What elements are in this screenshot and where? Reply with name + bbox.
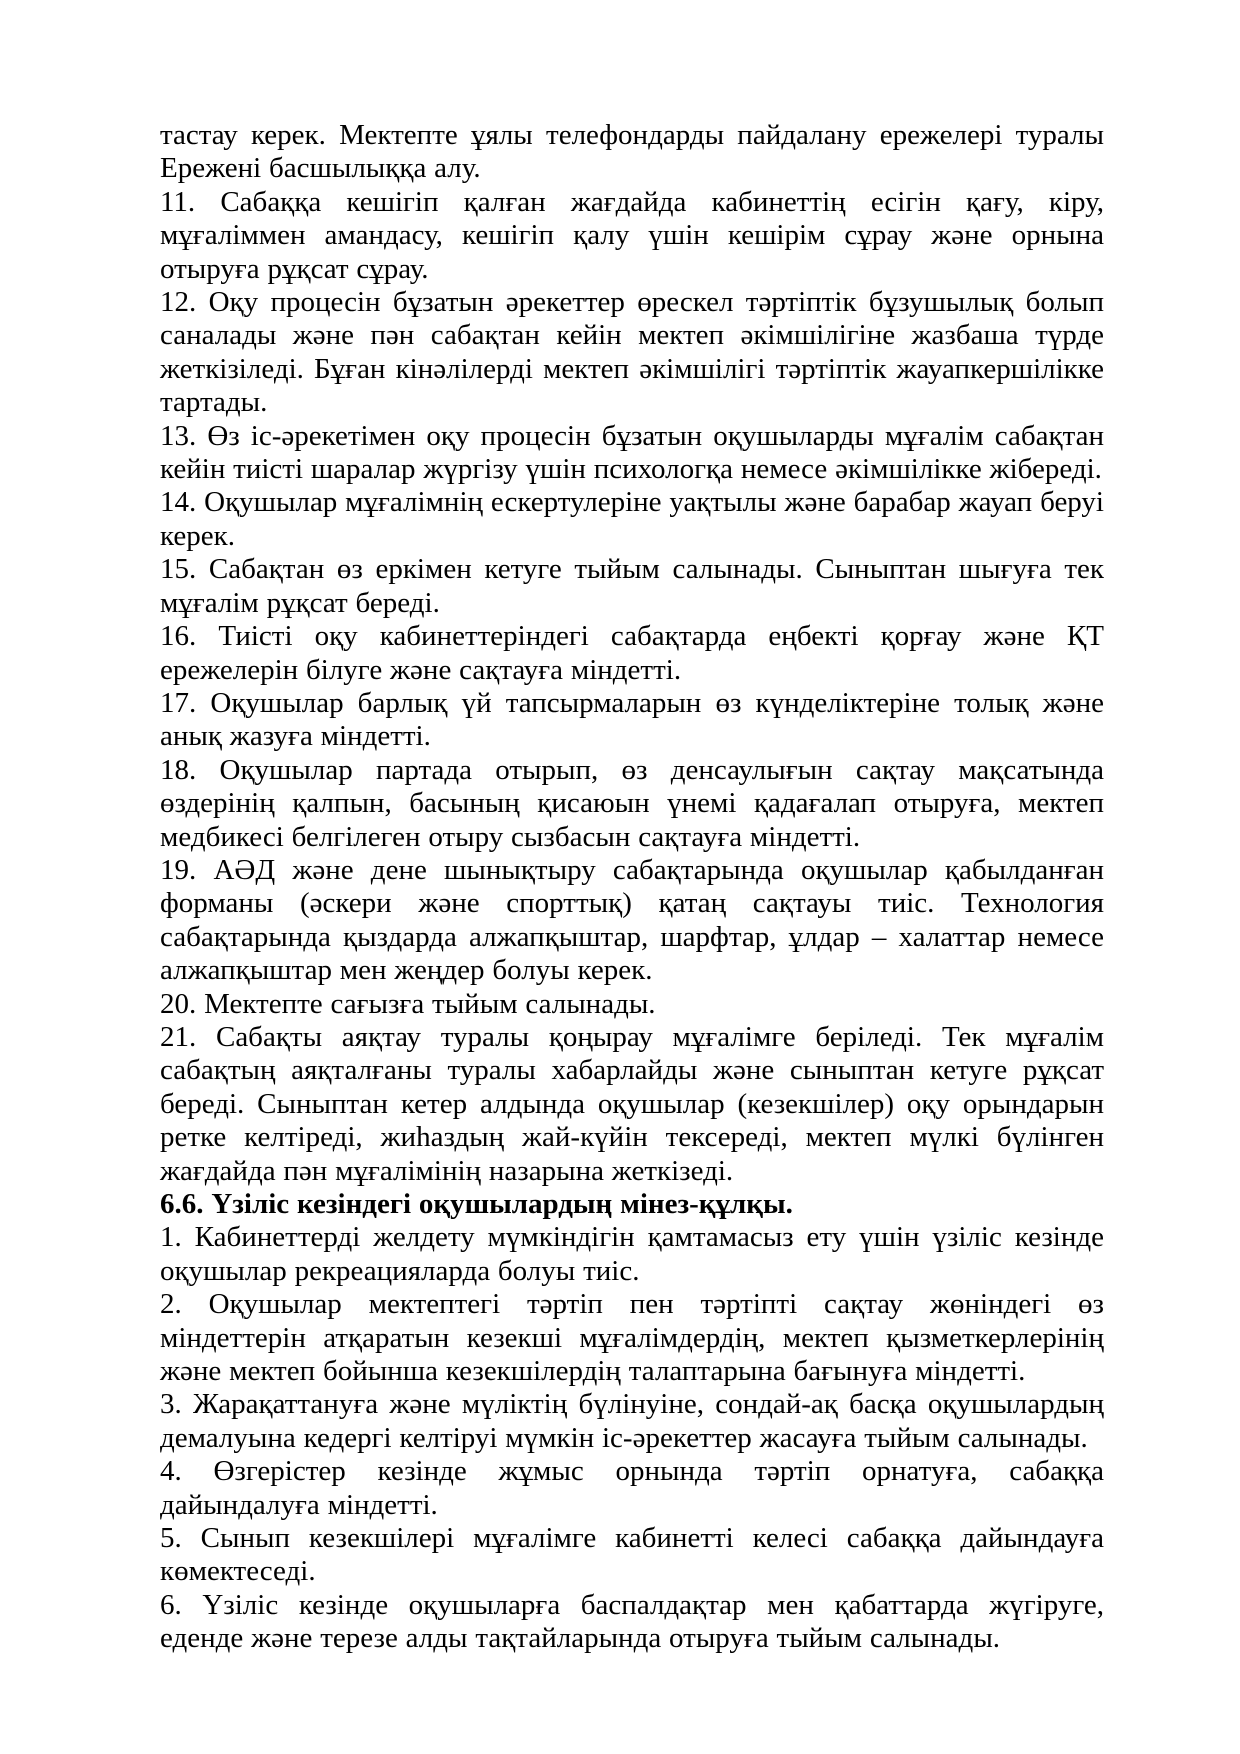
rule-13: 13. Өз іс-әрекетімен оқу процесін бұзатын оқушыларды мұғалім сабақтан кейін тиісті шаралар жүргізу үшін психологқа немесе әкімшілікке жібереді. bbox=[160, 419, 1104, 486]
rule-11: 11. Сабаққа кешігіп қалған жағдайда кабинеттің есігін қағу, кіру, мұғаліммен амандасу, кешігіп қалу үшін кешірім сұрау және орнына отыруға рұқсат сұрау. bbox=[160, 185, 1104, 285]
rule-16: 16. Тиісті оқу кабинеттеріндегі сабақтарда еңбекті қорғау және ҚТ ережелерін білуге және сақтауға міндетті. bbox=[160, 620, 1104, 686]
document-text-block bbox=[160, 119, 1104, 1656]
paragraph-continuation: тастау керек. Мектепте ұялы телефондарды пайдалану ережелері туралы Ережені басшылыққа алу. bbox=[160, 119, 1104, 185]
rule-18: 18. Оқушылар партада отырып, өз денсаулығын сақтау мақсатында өздерінің қалпын, басының қисаюын үнемі қадағалап отыруға, мектеп медбикесі белгілеген отыру сызбасын сақтауға міндетті. bbox=[160, 753, 1104, 853]
break-rule-2: 2. Оқушылар мектептегі тәртіп пен тәртіпті сақтау жөніндегі өз міндеттерін атқаратын кезекші мұғалімдердің, мектеп қызметкерлерінің және мектеп бойынша кезекшілердің талаптарына бағынуға міндетті. bbox=[160, 1288, 1104, 1388]
break-rule-5: 5. Сынып кезекшілері мұғалімге кабинетті келесі сабаққа дайындауға көмектеседі. bbox=[160, 1522, 1104, 1588]
break-rule-4: 4. Өзгерістер кезінде жұмыс орнында тәртіп орнатуға, сабаққа дайындалуға міндетті. bbox=[160, 1455, 1104, 1521]
rule-17: 17. Оқушылар барлық үй тапсырмаларын өз күнделіктеріне толық және анық жазуға міндетті. bbox=[160, 686, 1104, 753]
break-rule-3: 3. Жарақаттануға және мүліктің бүлінуіне, сондай-ақ басқа оқушылардың демалуына кедергі келтіруі мүмкін іс-әрекеттер жасауға тыйым салынады. bbox=[160, 1388, 1104, 1454]
rule-12: 12. Оқу процесін бұзатын әрекеттер өрескел тәртіптік бұзушылық болып саналады және пән сабақтан кейін мектеп әкімшілігіне жазбаша түрде жеткізіледі. Бұған кінәлілерді мектеп әкімшілігі тәртіптік жауапкершілікке тартады. bbox=[160, 286, 1104, 419]
rule-15: 15. Сабақтан өз еркімен кетуге тыйым салынады. Сыныптан шығуға тек мұғалім рұқсат береді. bbox=[160, 553, 1104, 619]
rule-19: 19. АӘД және дене шынықтыру сабақтарында оқушылар қабылданған форманы (әскери және спорттық) қатаң сақтауы тиіс. Технология сабақтарында қыздарда алжапқыштар, шарфтар, ұлдар – халаттар немесе алжапқыштар мен жеңдер болуы керек. bbox=[160, 853, 1104, 987]
rule-20: 20. Мектепте сағызға тыйым салынады. bbox=[160, 987, 656, 1020]
rule-14: 14. Оқушылар мұғалімнің ескертулеріне уақтылы және барабар жауап беруі керек. bbox=[160, 486, 1104, 552]
section-heading-6-6: 6.6. Үзіліс кезіндегі оқушылардың мінез-құлқы. bbox=[160, 1188, 793, 1220]
rule-21: 21. Сабақты аяқтау туралы қоңырау мұғалімге беріледі. Тек мұғалім сабақтың аяқталғаны туралы хабарлайды және сыныптан кетуге рұқсат береді. Сыныптан кетер алдында оқушылар (кезекшілер) оқу орындарын ретке келтіреді, жиһаздың жай-күйін тексереді, мектеп мүлкі бүлінген жағдайда пән мұғалімінің назарына жеткізеді. bbox=[160, 1020, 1104, 1187]
break-rule-6: 6. Үзіліс кезінде оқушыларға баспалдақтар мен қабаттарда жүгіруге, еденде және терезе алды тақтайларында отыруға тыйым салынады. bbox=[160, 1588, 1104, 1655]
break-rule-1: 1. Кабинеттерді желдету мүмкіндігін қамтамасыз ету үшін үзіліс кезінде оқушылар рекреацияларда болуы тиіс. bbox=[160, 1221, 1104, 1287]
